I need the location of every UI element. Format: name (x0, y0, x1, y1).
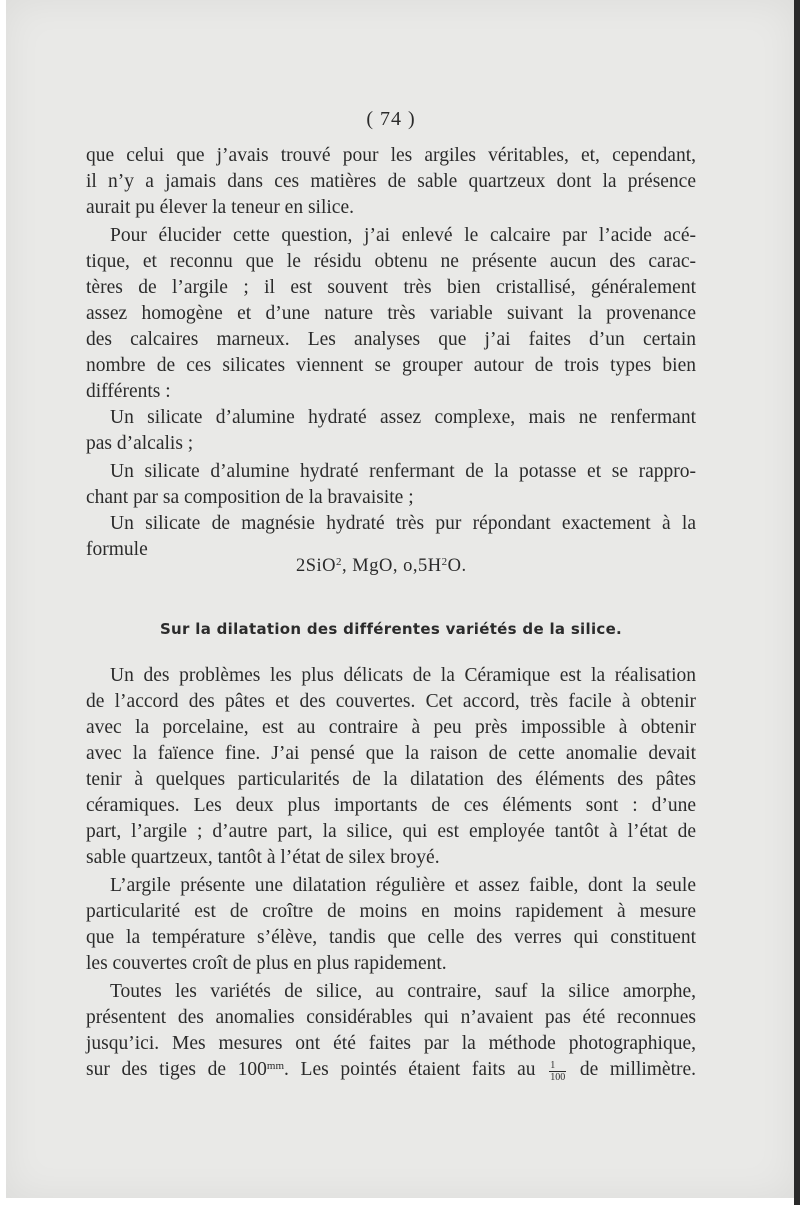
text-line: les couvertes croît de plus en plus rapidement. (86, 953, 447, 974)
scan-edge (794, 0, 800, 1205)
page-number: ( 74 ) (366, 108, 416, 130)
text-line: avec la porcelaine, est au contraire à peu près impossible à obtenir (86, 717, 696, 738)
chemical-formula (296, 556, 467, 577)
text-fragment: sur des tiges de 100 (86, 1059, 267, 1080)
text-line: jusqu’ici. Mes mesures ont été faites par la méthode photographique, (86, 1033, 696, 1054)
text-line: Un silicate d’alumine hydraté renfermant de la potasse et se rappro- (110, 461, 696, 482)
formula-superscript: 2 (441, 556, 448, 568)
text-line: formule (86, 539, 148, 560)
section-heading: Sur la dilatation des différentes variétés de la silice. (159, 620, 623, 638)
text-line: Un silicate de magnésie hydraté très pur répondant exactement à la (110, 513, 696, 534)
fraction (549, 1060, 566, 1083)
text-line: Un des problèmes les plus délicats de la Céramique est la réalisation (110, 665, 696, 686)
text-line-with-fraction (86, 1057, 696, 1083)
text-line: il n’y a jamais dans ces matières de sable quartzeux dont la présence (86, 171, 696, 192)
text-line: L’argile présente une dilatation régulière et assez faible, dont la seule (110, 875, 696, 896)
text-line: que la température s’élève, tandis que celle des verres qui constituent (86, 927, 696, 948)
text-line: avec la faïence fine. J’ai pensé que la raison de cette anomalie devait (86, 743, 696, 764)
text-line: nombre de ces silicates viennent se grouper autour de trois types bien (86, 355, 696, 376)
text-line: différents : (86, 381, 171, 402)
text-line: que celui que j’avais trouvé pour les argiles véritables, et, cependant, (86, 145, 696, 166)
text-line: de l’accord des pâtes et des couvertes. Cet accord, très facile à obtenir (86, 691, 696, 712)
text-line: part, l’argile ; d’autre part, la silice, qui est employée tantôt à l’état de (86, 821, 696, 842)
unit-superscript: mm (266, 1060, 285, 1072)
text-line: particularité est de croître de moins en moins rapidement à mesure (86, 901, 696, 922)
text-line: tères de l’argile ; il est souvent très bien cristallisé, généralement (86, 277, 696, 298)
text-line: tique, et reconnu que le résidu obtenu ne présente aucun des carac- (86, 251, 696, 272)
formula-part: 2SiO (296, 556, 337, 576)
formula-part: , MgO, o,5H (342, 556, 442, 576)
text-line: tenir à quelques particularités de la dilatation des éléments des pâtes (86, 769, 696, 790)
text-line: Toutes les variétés de silice, au contraire, sauf la silice amorphe, (110, 981, 696, 1002)
text-fragment: . Les pointés étaient faits au (284, 1059, 536, 1080)
text-line: Un silicate d’alumine hydraté assez complexe, mais ne renfermant (110, 407, 696, 428)
text-line: chant par sa composition de la bravaisite ; (86, 487, 414, 508)
text-fragment: de millimètre. (579, 1059, 697, 1080)
text-line: présentent des anomalies considérables qui n’avaient pas été reconnues (86, 1007, 696, 1028)
fraction-numerator: 1 (549, 1060, 566, 1072)
text-line: Pour élucider cette question, j’ai enlevé le calcaire par l’acide acé- (110, 225, 696, 246)
fraction-denominator: 100 (550, 1072, 566, 1083)
text-line: assez homogène et d’une nature très variable suivant la provenance (86, 303, 696, 324)
text-line: pas d’alcalis ; (86, 433, 194, 454)
text-line: céramiques. Les deux plus importants de ces éléments sont : d’une (86, 795, 696, 816)
text-line: des calcaires marneux. Les analyses que j’ai faites d’un certain (86, 329, 696, 350)
text-line: aurait pu élever la teneur en silice. (86, 197, 354, 218)
text-line: sable quartzeux, tantôt à l’état de silex broyé. (86, 847, 440, 868)
formula-superscript: 2 (336, 556, 343, 568)
formula-part: O. (447, 556, 467, 576)
